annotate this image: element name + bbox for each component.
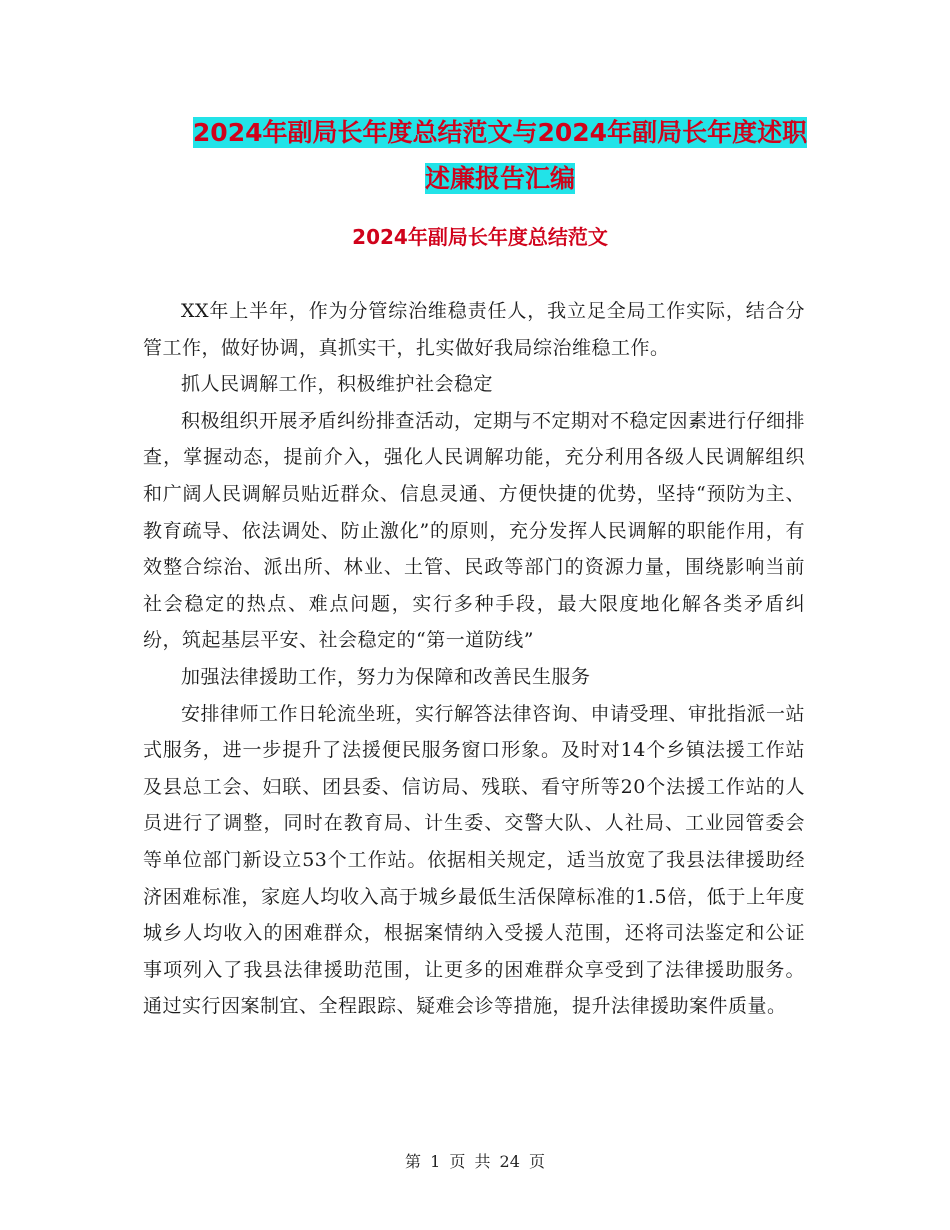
paragraph: XX年上半年，作为分管综治维稳责任人，我立足全局工作实际，结合分管工作，做好协调，真抓实干，扎实做好我局综治维稳工作。 <box>143 300 805 359</box>
document-body <box>143 293 805 1025</box>
paragraph: 安排律师工作日轮流坐班，实行解答法律咨询、申请受理、审批指派一站式服务，进一步提升了法援便民服务窗口形象。及时对14个乡镇法援工作站及县总工会、妇联、团县委、信访局、残联、看守所等20个法援工作站的人员进行了调整，同时在教育局、计生委、交警大队、人社局、工业园管委会等单位部门新设立53个工作站。依据相关规定，适当放宽了我县法律援助经济困难标准，家庭人均收入高于城乡最低生活保障标准的1.5倍，低于上年度城乡人均收入的困难群众，根据案情纳入受援人范围，还将司法鉴定和公证事项列入了我县法律援助范围，让更多的困难群众享受到了法律援助服务。通过实行因案制宜、全程跟踪、疑难会诊等措施，提升法律援助案件质量。 <box>143 702 806 1018</box>
paragraph-heading: 加强法律援助工作，努力为保障和改善民生服务 <box>181 665 591 688</box>
paragraph-heading: 抓人民调解工作，积极维护社会稳定 <box>181 373 494 396</box>
document-title-line1: 2024年副局长年度总结范文与2024年副局长年度述职 <box>192 118 808 147</box>
section-title: 2024年副局长年度总结范文 <box>352 225 608 249</box>
paragraph: 积极组织开展矛盾纠纷排查活动，定期与不定期对不稳定因素进行仔细排查，掌握动态，提前介入，强化人民调解功能，充分利用各级人民调解组织和广阔人民调解员贴近群众、信息灵通、方便快捷的优势，坚持“预防为主、教育疏导、依法调处、防止激化”的原则，充分发挥人民调解的职能作用，有效整合综治、派出所、林业、土管、民政等部门的资源力量，围绕影响当前社会稳定的热点、难点问题，实行多种手段，最大限度地化解各类矛盾纠纷，筑起基层平安、社会稳定的“第一道防线” <box>143 409 806 652</box>
document-title-line2: 述廉报告汇编 <box>424 164 575 193</box>
document-title <box>140 110 860 202</box>
page-number-footer: 第 1 页 共 24 页 <box>405 1152 545 1171</box>
